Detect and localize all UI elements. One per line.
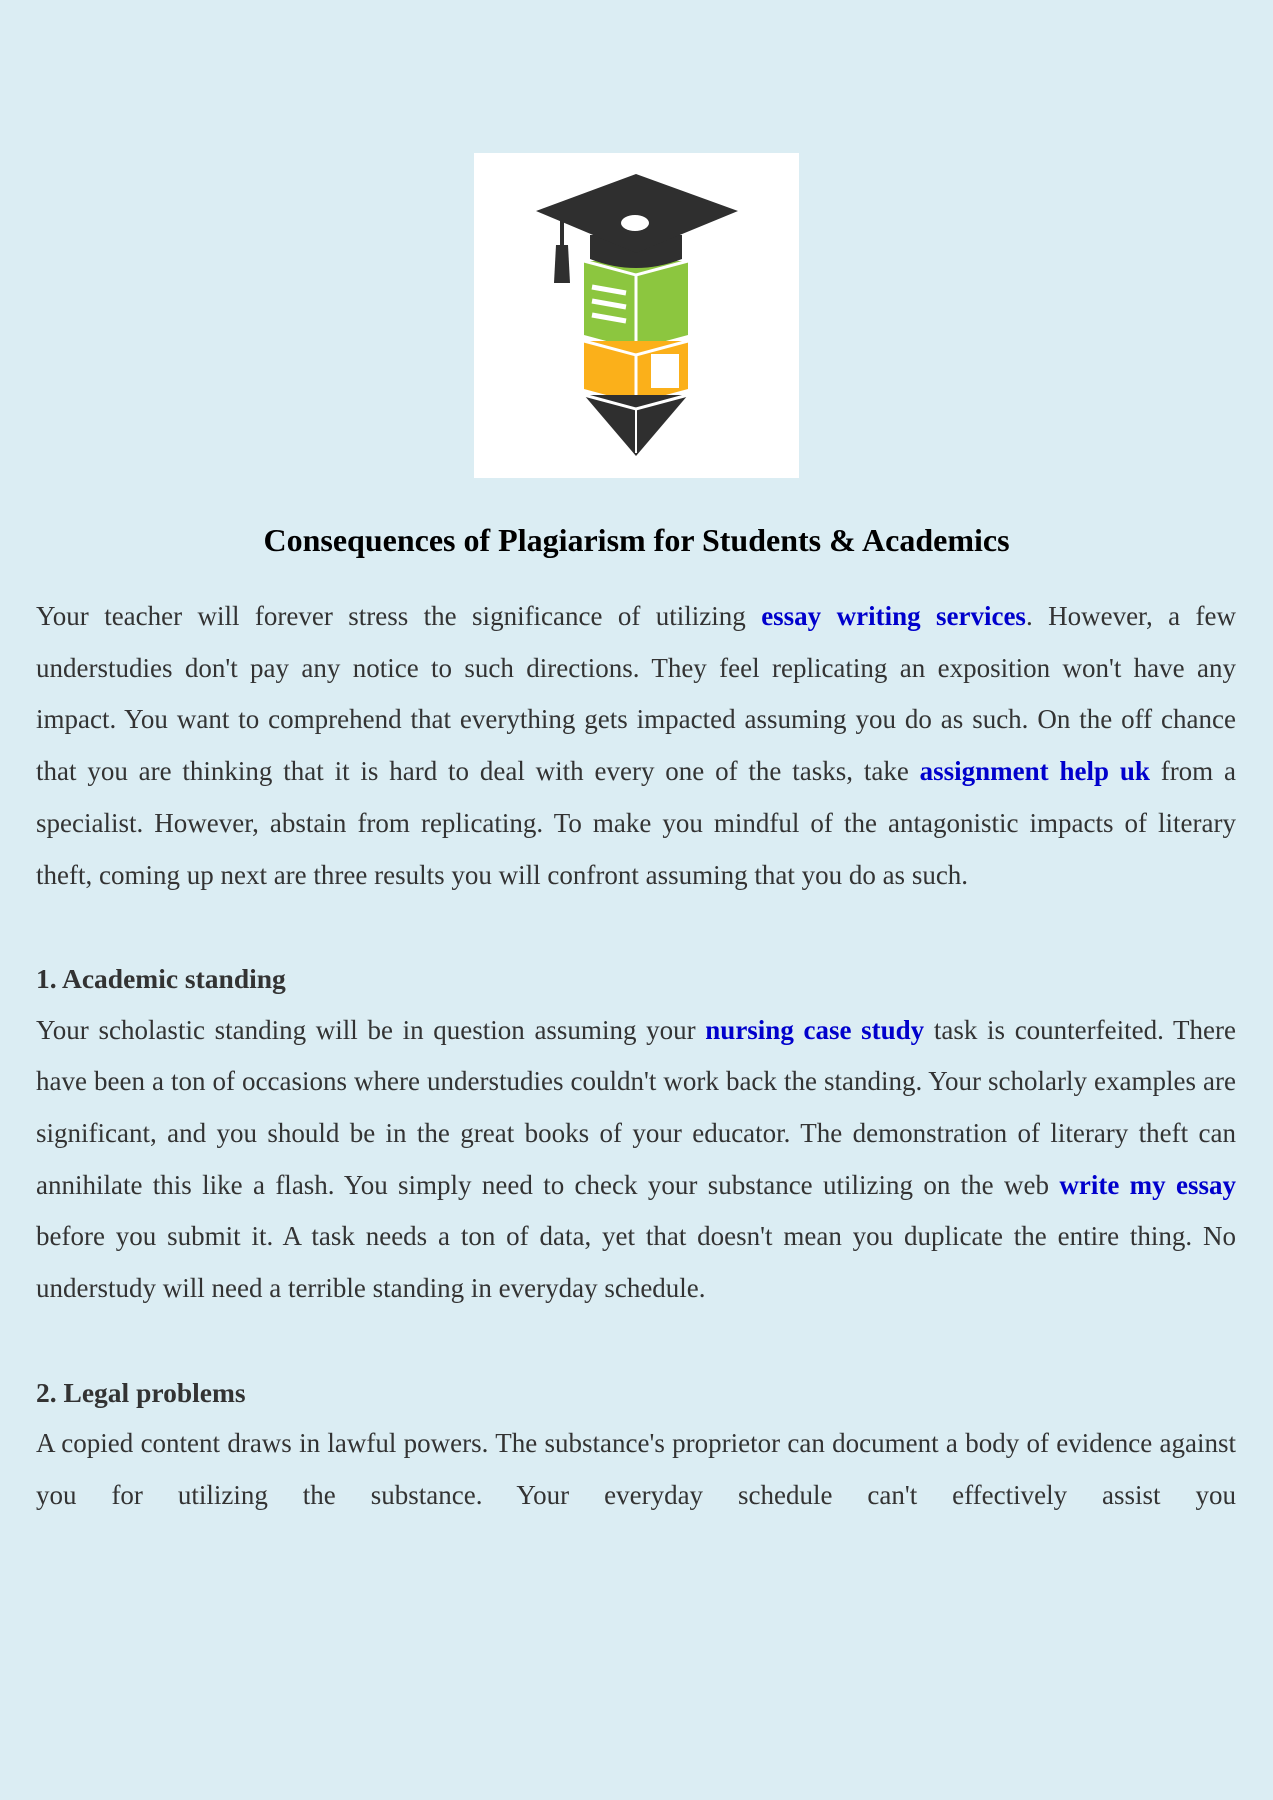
page-title: Consequences of Plagiarism for Students & Academics bbox=[263, 522, 1010, 558]
logo bbox=[474, 153, 799, 478]
assignment-help-uk-link[interactable]: assignment help uk bbox=[919, 756, 1150, 787]
intro-text-3: from a specialist. However, abstain from replicating. To make you mindful of the antagonistic impacts of literary theft, coming up next are three results you will confront assuming that you do as such. bbox=[36, 756, 1237, 890]
section1-text-1: Your scholastic standing will be in question assuming your bbox=[36, 1014, 706, 1045]
essay-writing-services-link[interactable]: essay writing services bbox=[761, 601, 1026, 631]
intro-paragraph bbox=[36, 591, 1236, 901]
academic-standing-paragraph bbox=[36, 1005, 1236, 1315]
graduation-cap-pencil-icon bbox=[474, 153, 799, 478]
logo-mortarboard bbox=[536, 174, 738, 253]
spacer bbox=[36, 1315, 1236, 1367]
intro-text-1: Your teacher will forever stress the significance of utilizing bbox=[36, 601, 762, 631]
section1-text-2: task is counterfeited. There have been a ton of occasions where understudies couldn't work back the standing. Your scholarly examples are significant, and you should be in the great books of your educator. The demonstration of literary theft can annihilate this like a flash. You simply need to check your substance utilizing on the web bbox=[36, 1014, 1236, 1200]
nursing-case-study-link[interactable]: nursing case study bbox=[705, 1014, 925, 1045]
write-my-essay-link[interactable]: write my essay bbox=[1059, 1169, 1236, 1200]
intro-text-2: . However, a few understudies don't pay any notice to such directions. They feel replicating an exposition won't have any impact. You want to comprehend that everything gets impacted assuming you do as such. On the off chance that you are thinking that it is hard to deal with every one of the tasks, take bbox=[36, 601, 1236, 787]
spacer bbox=[36, 901, 1236, 953]
section1-text-3: before you submit it. A task needs a ton of data, yet that doesn't mean you duplicate the entire thing. No understudy will need a terrible standing in everyday schedule. bbox=[36, 1221, 1236, 1304]
article-body bbox=[36, 591, 1236, 1522]
section-heading-legal-problems: 2. Legal problems bbox=[36, 1376, 246, 1408]
section2-text-1: A copied content draws in lawful powers. The substance's proprietor can document a body of evidence against you for utilizing the substance. Your everyday schedule can't effectively assist you bbox=[36, 1428, 1236, 1510]
section-heading-academic-standing: 1. Academic standing bbox=[36, 962, 286, 994]
legal-problems-paragraph bbox=[36, 1418, 1236, 1521]
